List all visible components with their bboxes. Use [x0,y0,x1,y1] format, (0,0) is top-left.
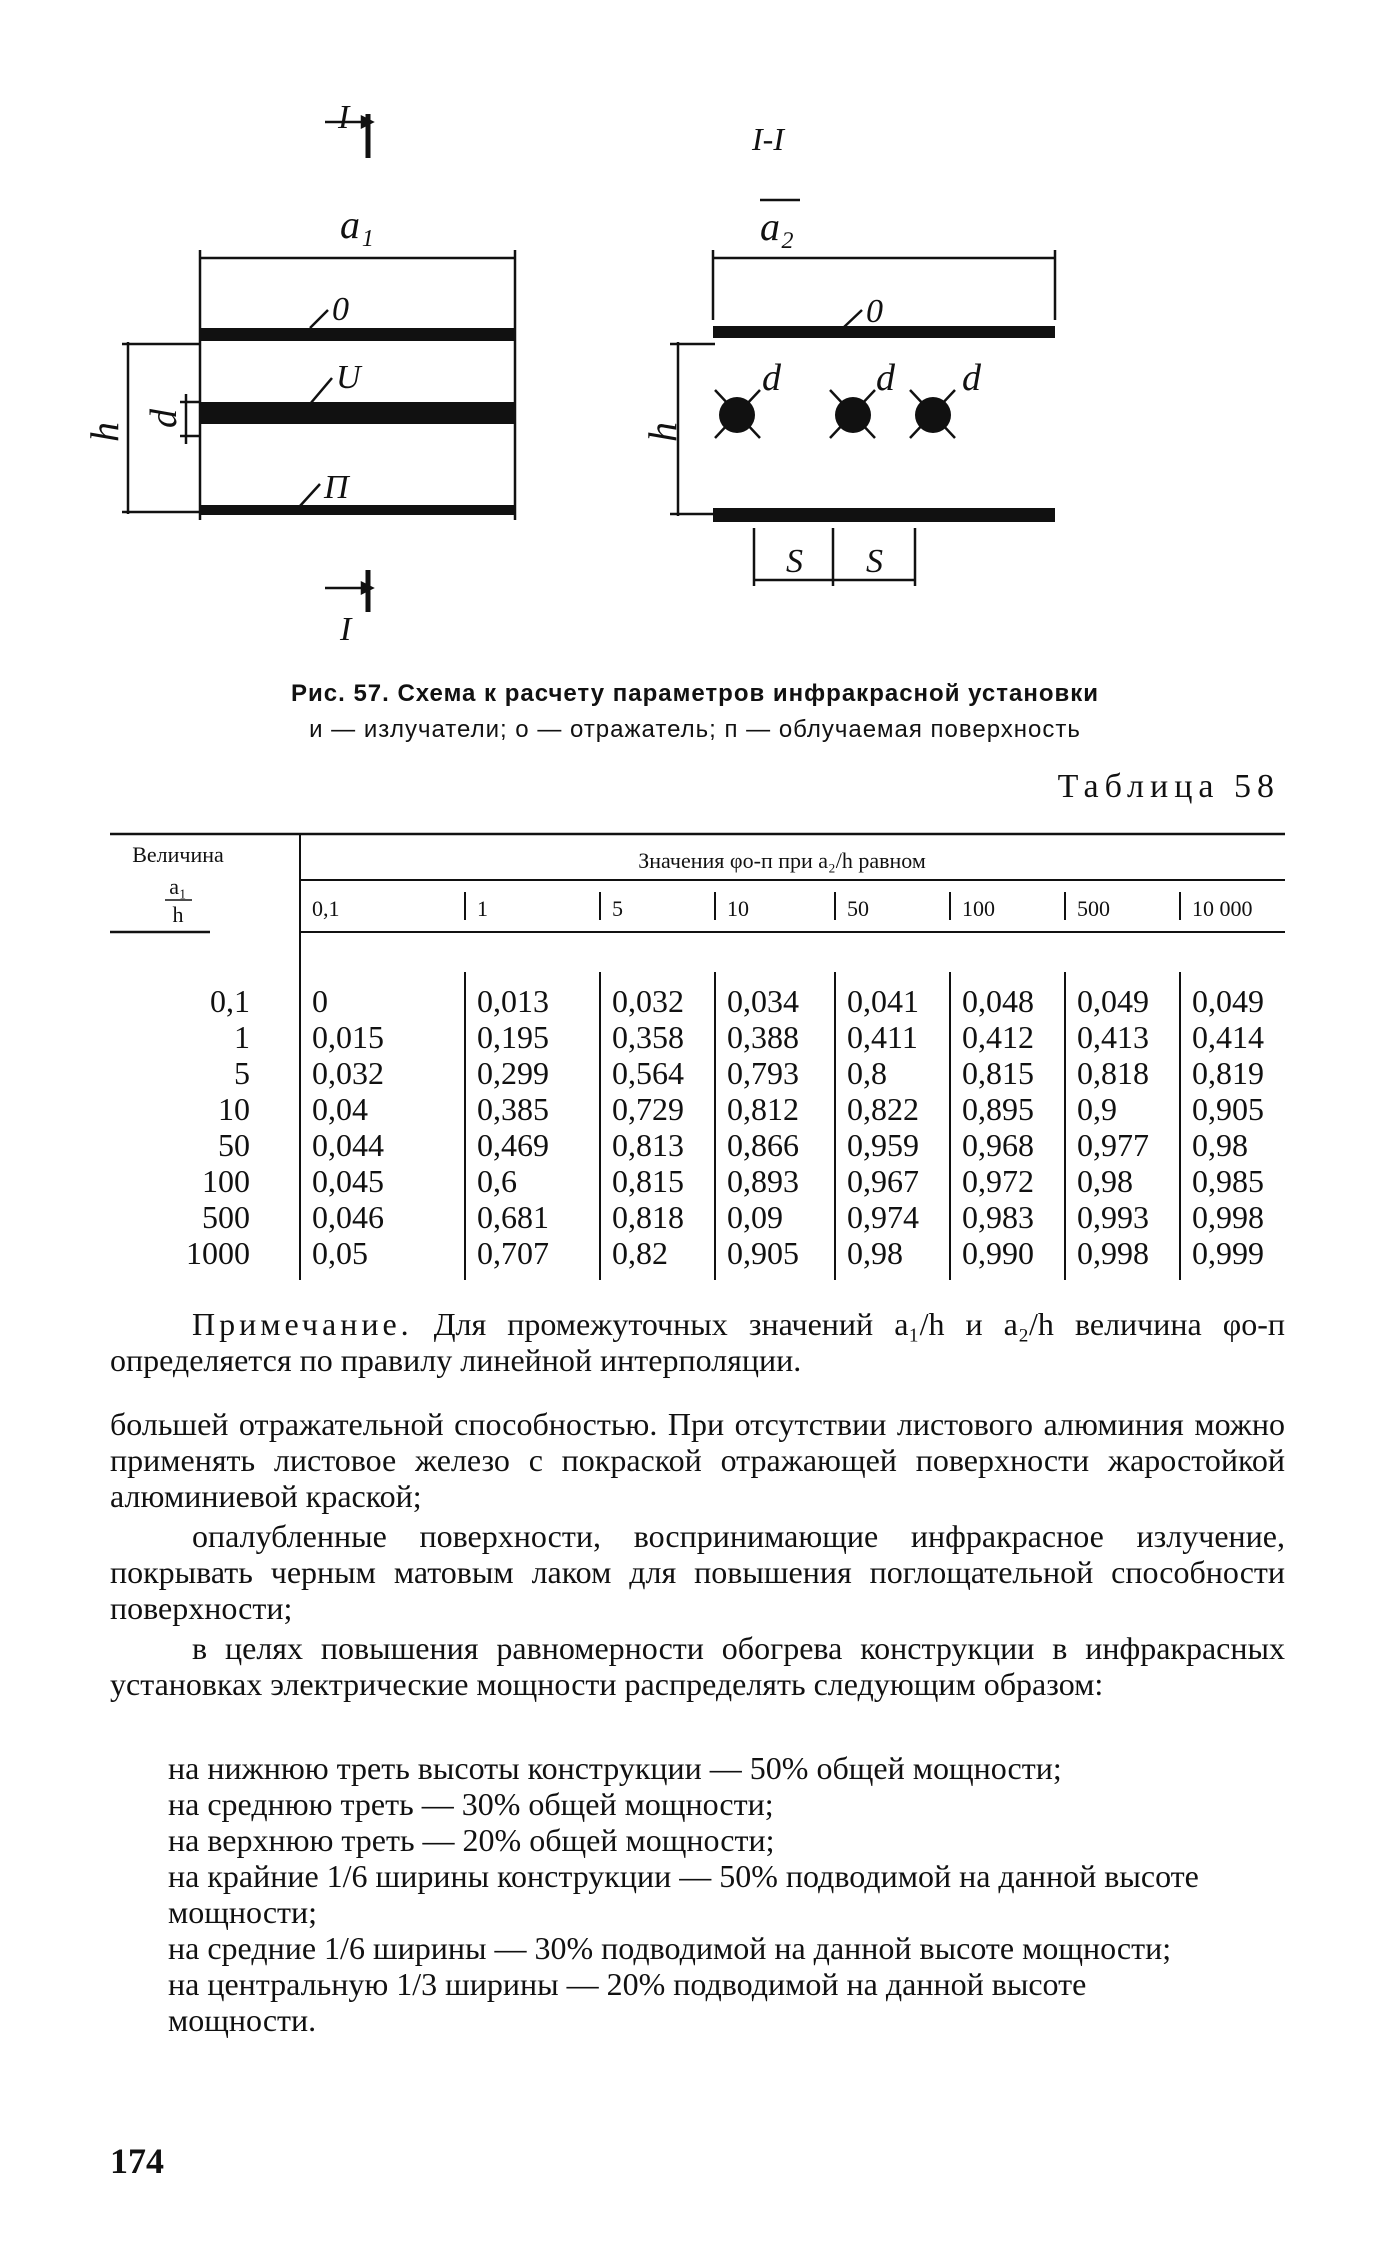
table-cell: 0,6 [477,1163,517,1199]
power-distribution-list [168,1750,1228,2038]
table-cell: 0,895 [962,1091,1034,1127]
page-number: 174 [110,2141,164,2181]
emitter-circle-3 [915,397,951,433]
reflector-label-left: 0 [332,291,349,328]
paragraph-1: большей отражательной способностью. При отсутствии листового алюминия можно применять листовое железо с покраской отражающей поверхности жаростойкой алюминиевой краской; [110,1406,1285,1514]
table-cell: 0,9 [1077,1091,1117,1127]
table-cell: 0,049 [1077,983,1149,1019]
table-cell: 0,813 [612,1127,684,1163]
diameter-label-2: d [876,357,895,399]
row-label: 1 [234,1019,250,1055]
row-label: 5 [234,1055,250,1091]
section-mark-top: I [338,99,350,136]
table-cell: 0,015 [312,1019,384,1055]
table-cell: 0,195 [477,1019,549,1055]
column-header: 100 [962,896,995,921]
table-cell: 0,045 [312,1163,384,1199]
surface-bar-right [713,508,1055,522]
table-cell: 0,822 [847,1091,919,1127]
group-header: Значения φо-п при a₂/h равном [638,848,926,873]
list-item: на центральную 1/3 ширины — 20% подводимой на данной высоте мощности. [168,1966,1087,2038]
table-cell: 0,815 [612,1163,684,1199]
table-cell: 0,905 [727,1235,799,1271]
column-header: 1 [477,896,488,921]
row-header-fraction-num: a₁ [169,874,187,899]
list-item: на средние 1/6 ширины — 30% подводимой на данной высоте мощности; [168,1930,1172,1966]
table-cell: 0,032 [612,983,684,1019]
column-header: 0,1 [312,896,340,921]
note-lead: Примечание. [192,1306,413,1342]
section-title-right: I-I [752,121,784,157]
table-cell: 0,977 [1077,1127,1149,1163]
table-cell: 0,048 [962,983,1034,1019]
table-cell: 0,998 [1192,1199,1264,1235]
table-cell: 0,998 [1077,1235,1149,1271]
table-cell: 0,034 [727,983,799,1019]
emitter-circle-2 [835,397,871,433]
list-item: на нижнюю треть высоты конструкции — 50% общей мощности; [168,1750,1062,1786]
column-header: 500 [1077,896,1110,921]
table-cell: 0,411 [847,1019,918,1055]
table-cell: 0,412 [962,1019,1034,1055]
height-label-right: h [640,422,685,442]
figure-caption [110,676,1280,748]
table-cell: 0,968 [962,1127,1034,1163]
list-item: на среднюю треть — 30% общей мощности; [168,1786,774,1822]
table-cell: 0,990 [962,1235,1034,1271]
row-label: 1000 [186,1235,250,1271]
table-cell: 0,905 [1192,1091,1264,1127]
table-cell: 0,818 [612,1199,684,1235]
table-cell: 0,815 [962,1055,1034,1091]
row-label: 50 [218,1127,250,1163]
table-cell: 0,707 [477,1235,549,1271]
infrared-scheme-diagram [82,99,1300,650]
table-cell: 0,983 [962,1199,1034,1235]
row-label: 100 [202,1163,250,1199]
table-cell: 0,09 [727,1199,783,1235]
table-cell: 0,793 [727,1055,799,1091]
table-cell: 0,046 [312,1199,384,1235]
table-cell: 0,98 [847,1235,903,1271]
paragraph-2: опалубленные поверхности, воспринимающие инфракрасное излучение, покрывать черным матовым лаком для повышения поглощательной способности поверхности; [110,1518,1285,1626]
table-cell: 0,818 [1077,1055,1149,1091]
table-cell: 0,967 [847,1163,919,1199]
table-cell: 0,893 [727,1163,799,1199]
table-cell: 0,985 [1192,1163,1264,1199]
table-cell: 0,413 [1077,1019,1149,1055]
table-cell: 0,299 [477,1055,549,1091]
column-header: 5 [612,896,623,921]
figure-57 [82,99,1300,650]
column-header: 10 [727,896,749,921]
column-header: 50 [847,896,869,921]
table-cell: 0,041 [847,983,919,1019]
caption-title: Рис. 57. Схема к расчету параметров инфракрасной установки [291,680,1099,707]
table-cell: 0,05 [312,1235,368,1271]
height-label-left: h [82,422,127,442]
spacing-label-1: S [786,543,803,580]
section-mark-bottom: I [340,611,352,648]
table-cell: 0,358 [612,1019,684,1055]
table-cell: 0,82 [612,1235,668,1271]
row-header-fraction-den: h [172,902,184,927]
list-item: на верхнюю треть — 20% общей мощности; [168,1822,775,1858]
table-cell: 0,044 [312,1127,384,1163]
table-cell: 0,414 [1192,1019,1264,1055]
row-header-title: Величина [132,842,224,867]
body-text [110,1406,1285,1706]
paragraph-3: в целях повышения равномерности обогрева конструкции в инфракрасных установках электрические мощности распределять следующим образом: [110,1630,1285,1702]
table-cell: 0,98 [1077,1163,1133,1199]
thickness-label-d: d [143,409,185,428]
row-label: 0,1 [210,983,250,1019]
table-cell: 0,032 [312,1055,384,1091]
table-cell: 0,8 [847,1055,887,1091]
table-cell: 0,972 [962,1163,1034,1199]
reflector-label-right: 0 [866,293,883,330]
table-cell: 0,388 [727,1019,799,1055]
list-item: на крайние 1/6 ширины конструкции — 50% подводимой на данной высоте мощности; [168,1858,1199,1930]
spacing-label-2: S [866,543,883,580]
table-cell: 0,959 [847,1127,919,1163]
caption-legend: и — излучатели; о — отражатель; п — облучаемая поверхность [309,716,1081,743]
table-cell: 0,974 [847,1199,919,1235]
table-cell: 0,681 [477,1199,549,1235]
reflector-bar-right [713,326,1055,338]
note-text: Для промежуточных значений a₁/h и a₂/h величина φо-п определяется по правилу линейной интерполяции. [110,1306,1286,1378]
table-cell: 0,564 [612,1055,684,1091]
table-cell: 0,04 [312,1091,368,1127]
surface-bar-left [200,505,515,515]
width-label-a1: a₁ [340,202,374,247]
row-label: 10 [218,1091,250,1127]
surface-label-left: П [324,469,349,506]
reflector-bar-left [200,328,515,341]
row-label: 500 [202,1199,250,1235]
width-label-a2: a₂ [760,204,794,249]
table-cell: 0,993 [1077,1199,1149,1235]
table-cell: 0,385 [477,1091,549,1127]
table-cell: 0,049 [1192,983,1264,1019]
table-cell: 0,812 [727,1091,799,1127]
table-cell: 0,819 [1192,1055,1264,1091]
table-cell: 0,866 [727,1127,799,1163]
table-cell: 0 [312,983,328,1019]
table-cell: 0,999 [1192,1235,1264,1271]
table-cell: 0,729 [612,1091,684,1127]
table-cell: 0,98 [1192,1127,1248,1163]
table-grid [110,832,1285,1292]
emitter-circle-1 [719,397,755,433]
column-header: 10 000 [1192,896,1253,921]
table-58 [110,832,1285,1292]
emitter-label-left: U [336,359,361,396]
diameter-label-1: d [762,357,781,399]
table-cell: 0,013 [477,983,549,1019]
table-label: Таблица 58 [1057,768,1280,805]
table-note [110,1306,1285,1378]
table-cell: 0,469 [477,1127,549,1163]
diameter-label-3: d [962,357,981,399]
emitter-bar-left [200,402,515,424]
